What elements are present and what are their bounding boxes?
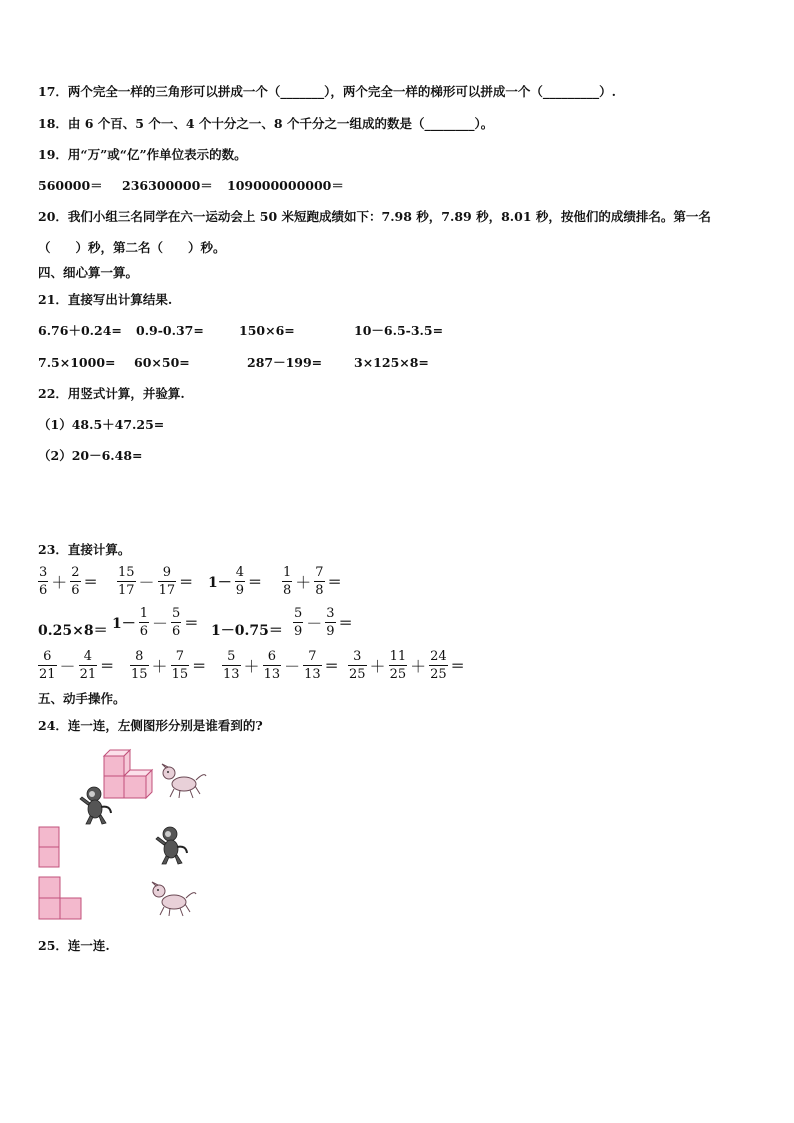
question-18: 18．由 6 个百、5 个一、4 个十分之一、8 个千分之一组成的数是（________）。	[38, 116, 494, 131]
question-23: 23．直接计算。	[38, 542, 131, 557]
q23-r3-e2: $\frac{8}{15}$ ＋ $\frac{7}{15}$ ＝	[131, 649, 207, 682]
q23-r3-e1: $\frac{6}{21}$ － $\frac{4}{21}$ ＝	[39, 649, 115, 682]
section-4-title: 四、细心算一算。	[38, 265, 139, 280]
q23-r1-e2: $\frac{15}{17}$ － $\frac{9}{17}$ ＝	[118, 565, 194, 598]
q23-r2-e3: 1－0.75＝	[211, 623, 283, 639]
q21-r1-3: 150×6=	[239, 323, 295, 338]
q23-r3-e3: $\frac{5}{13}$ ＋ $\frac{6}{13}$ － $\frac{7}{13}$ ＝	[223, 649, 339, 682]
q23-r1-e3: 1－ $\frac{4}{9}$ ＝	[208, 565, 263, 598]
q21-r1-4: 10－6.5-3.5=	[354, 323, 444, 338]
monkey-icon	[78, 785, 114, 825]
q23-r2-e4: $\frac{5}{9}$ － $\frac{3}{9}$ ＝	[294, 606, 353, 639]
q21-r1-1: 6.76＋0.24=	[38, 323, 122, 338]
q19-item-1: 560000＝	[38, 178, 103, 193]
question-17: 17．两个完全一样的三角形可以拼成一个（_______），两个完全一样的梯形可以拼成一个（_________）.	[38, 84, 616, 99]
question-19: 19．用“万”或“亿”作单位表示的数。	[38, 147, 247, 162]
question-20-line2: （ ）秒，第二名（ ）秒。	[38, 240, 226, 255]
q23-r1-e4: $\frac{1}{8}$ ＋ $\frac{7}{8}$ ＝	[283, 565, 342, 598]
view-two-squares-vertical	[38, 826, 62, 870]
q21-r1-2: 0.9-0.37=	[136, 323, 204, 338]
question-24: 24．连一连，左侧图形分别是谁看到的?	[38, 718, 263, 733]
q21-r2-1: 7.5×1000=	[38, 355, 116, 370]
section-5-title: 五、动手操作。	[38, 691, 126, 706]
q19-item-2: 236300000＝	[122, 178, 213, 193]
q23-r3-e4: $\frac{3}{25}$ ＋ $\frac{11}{25}$ ＋ $\frac{24}{25}$ ＝	[349, 649, 465, 682]
question-21: 21．直接写出计算结果.	[38, 292, 173, 307]
q21-r2-2: 60×50=	[134, 355, 190, 370]
q23-r1-e1: $\frac{3}{6}$ ＋ $\frac{2}{6}$ ＝	[39, 565, 98, 598]
monkey-icon-2	[154, 825, 190, 865]
question-25: 25．连一连.	[38, 938, 110, 953]
q21-r2-3: 287－199=	[247, 355, 323, 370]
question-20-line1: 20．我们小组三名同学在六一运动会上 50 米短跑成绩如下：7.98 秒，7.89 秒，8.01 秒，按他们的成绩排名。第一名	[38, 209, 711, 224]
q21-r2-4: 3×125×8=	[354, 355, 429, 370]
view-l-shape	[38, 876, 84, 922]
q22-item-2: （2）20－6.48=	[38, 448, 143, 463]
q19-item-3: 109000000000＝	[227, 178, 344, 193]
dog-icon	[160, 762, 208, 800]
q22-item-1: （1）48.5＋47.25=	[38, 417, 165, 432]
q23-r2-e1: 0.25×8＝	[38, 623, 108, 639]
dog-icon-2	[150, 880, 198, 918]
question-22: 22．用竖式计算，并验算.	[38, 386, 185, 401]
q23-r2-e2: 1－ $\frac{1}{6}$ － $\frac{5}{6}$ ＝	[112, 606, 199, 639]
